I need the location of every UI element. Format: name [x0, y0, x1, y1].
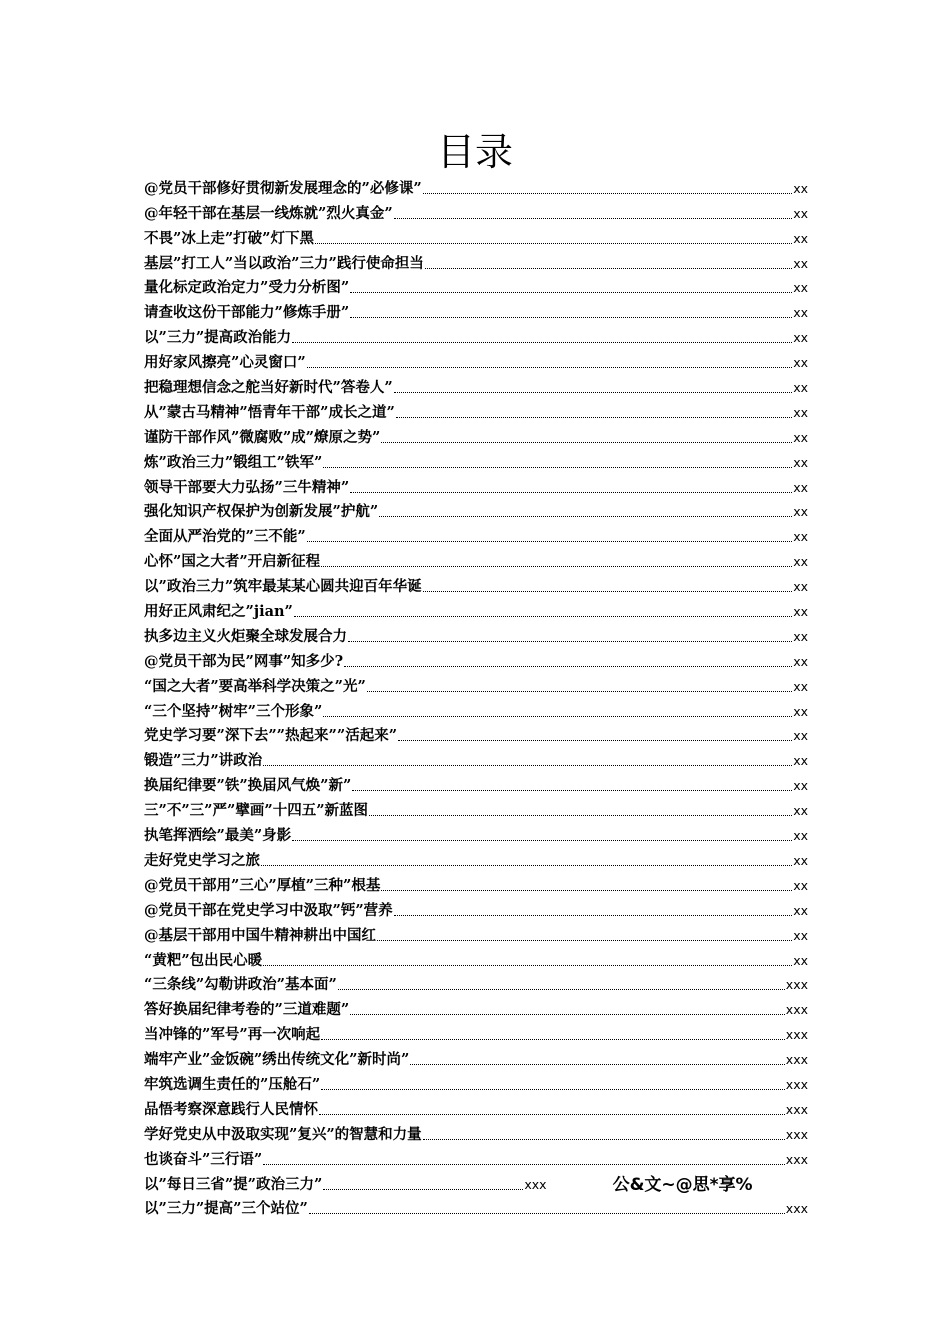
toc-entry-page: xx — [793, 902, 808, 918]
dot-leader — [423, 591, 793, 592]
toc-entry-page: xxx — [524, 1176, 547, 1192]
toc-entry-title: @基层干部用中国牛精神耕出中国红 — [144, 926, 376, 944]
toc-entry-page: xx — [793, 579, 808, 595]
toc-entry-title: @党员干部在党史学习中汲取”钙”营养 — [144, 901, 393, 919]
dot-leader — [423, 1139, 785, 1140]
toc-entry-title: 用好正风肃纪之”jian” — [144, 603, 293, 621]
toc-entry-page: xx — [793, 852, 808, 868]
toc-entry-page: xxx — [785, 1002, 808, 1018]
toc-entry[interactable] — [144, 1120, 808, 1145]
toc-entry-page: xxx — [785, 1027, 808, 1043]
toc-entry-page: xx — [793, 952, 808, 968]
dot-leader — [350, 292, 792, 293]
toc-entry-title: 强化知识产权保护为创新发展”护航” — [144, 503, 379, 521]
dot-leader — [396, 417, 792, 418]
dot-leader — [315, 243, 792, 244]
toc-entry-title: 把稳理想信念之舵当好新时代”答卷人” — [144, 379, 393, 397]
toc-entry[interactable] — [144, 697, 808, 722]
toc-entry-title: 也谈奋斗”三行语” — [144, 1150, 263, 1168]
toc-entry-page: xx — [793, 454, 808, 470]
toc-entry[interactable] — [144, 896, 808, 921]
toc-entry-page: xxx — [785, 1126, 808, 1142]
toc-entry[interactable] — [144, 1020, 808, 1045]
dot-leader — [294, 616, 792, 617]
toc-entry-title: “国之大者”要高举科学决策之”光” — [144, 677, 366, 695]
toc-entry[interactable] — [144, 597, 808, 622]
toc-entry[interactable] — [144, 498, 808, 523]
toc-entry-title: 以”三力”提高”三个站位” — [144, 1200, 308, 1218]
toc-entry-title: 请查收这份干部能力”修炼手册” — [144, 304, 350, 322]
dot-leader — [261, 865, 792, 866]
toc-entry[interactable] — [144, 995, 808, 1020]
toc-entry-page: xx — [793, 628, 808, 644]
toc-entry[interactable] — [144, 473, 808, 498]
toc-entry-title: 基层”打工人”当以政治”三力”践行使命担当 — [144, 254, 424, 272]
toc-entry-title: 走好党史学习之旅 — [144, 851, 260, 869]
toc-entry[interactable] — [144, 298, 808, 323]
table-of-contents — [144, 174, 808, 1219]
toc-entry-page: xx — [793, 529, 808, 545]
dot-leader — [321, 1039, 785, 1040]
dot-leader — [307, 367, 793, 368]
toc-entry[interactable] — [144, 547, 808, 572]
toc-entry-page: xx — [793, 230, 808, 246]
toc-entry-title: 不畏”冰上走”打破”灯下黑 — [144, 229, 315, 247]
dot-leader — [323, 716, 792, 717]
toc-entry-title: 执笔挥洒绘”最美”身影 — [144, 827, 292, 845]
dot-leader — [292, 342, 792, 343]
dot-leader — [344, 666, 792, 667]
toc-entry[interactable] — [144, 398, 808, 423]
toc-entry[interactable] — [144, 871, 808, 896]
toc-entry-page: xxx — [785, 977, 808, 993]
toc-entry-title: 谨防干部作风”微腐败”成”燎原之势” — [144, 428, 381, 446]
toc-entry-title: 心怀”国之大者”开启新征程 — [144, 553, 321, 571]
toc-entry[interactable] — [144, 647, 808, 672]
toc-entry[interactable] — [144, 423, 808, 448]
dot-leader — [321, 566, 792, 567]
toc-entry[interactable] — [144, 1145, 808, 1170]
watermark-text: 公&文~@思*享% — [612, 1174, 753, 1195]
toc-entry-title: 炼”政治三力”锻组工”铁军” — [144, 453, 323, 471]
toc-entry[interactable] — [144, 946, 808, 971]
toc-entry[interactable] — [144, 1070, 808, 1095]
toc-entry[interactable] — [144, 971, 808, 996]
dot-leader — [321, 1089, 785, 1090]
toc-entry-page: xx — [793, 404, 808, 420]
toc-entry[interactable] — [144, 572, 808, 597]
toc-entry-title: 量化标定政治定力”受力分析图” — [144, 279, 350, 297]
dot-leader — [323, 1189, 523, 1190]
toc-entry-title: 从”蒙古马精神”悟青年干部”成长之道” — [144, 403, 395, 421]
toc-entry[interactable] — [144, 348, 808, 373]
dot-leader — [394, 218, 793, 219]
toc-entry-title: 学好党史从中汲取实现”复兴”的智慧和力量 — [144, 1125, 422, 1143]
dot-leader — [350, 1014, 785, 1015]
dot-leader — [379, 516, 792, 517]
toc-entry-title: 牢筑选调生责任的”压舱石” — [144, 1075, 321, 1093]
toc-entry[interactable] — [144, 921, 808, 946]
toc-entry-page: xx — [793, 753, 808, 769]
toc-entry-page: xx — [793, 828, 808, 844]
dot-leader — [394, 392, 793, 393]
toc-entry[interactable] — [144, 1170, 808, 1195]
toc-entry-title: 执多边主义火炬聚全球发展合力 — [144, 627, 347, 645]
dot-leader — [323, 467, 792, 468]
toc-entry-page: xx — [793, 330, 808, 346]
toc-entry-page: xx — [793, 205, 808, 221]
toc-entry-page: xx — [793, 280, 808, 296]
toc-entry-page: xx — [793, 504, 808, 520]
dot-leader — [263, 1164, 785, 1165]
toc-entry-page: xx — [793, 180, 808, 196]
toc-entry[interactable] — [144, 796, 808, 821]
dot-leader — [369, 815, 792, 816]
toc-entry-page: xx — [793, 703, 808, 719]
toc-entry-page: xx — [793, 305, 808, 321]
toc-entry[interactable] — [144, 249, 808, 274]
toc-entry[interactable] — [144, 522, 808, 547]
toc-entry-title: @党员干部修好贯彻新发展理念的”必修课” — [144, 179, 422, 197]
toc-entry[interactable] — [144, 1045, 808, 1070]
toc-entry[interactable] — [144, 274, 808, 299]
toc-entry[interactable] — [144, 1195, 808, 1220]
dot-leader — [367, 691, 792, 692]
dot-leader — [381, 890, 792, 891]
toc-entry-title: “黄粑”包出民心暖 — [144, 951, 263, 969]
toc-entry-page: xxx — [785, 1052, 808, 1068]
toc-entry-page: xx — [793, 728, 808, 744]
toc-entry-page: xx — [793, 554, 808, 570]
dot-leader — [350, 492, 792, 493]
dot-leader — [309, 1213, 785, 1214]
toc-entry[interactable] — [144, 323, 808, 348]
dot-leader — [394, 915, 793, 916]
toc-entry-title: @党员干部为民”网事”知多少? — [144, 652, 344, 670]
toc-entry[interactable] — [144, 821, 808, 846]
toc-entry-page: xxx — [785, 1201, 808, 1217]
toc-entry-title: 品悟考察深意践行人民情怀 — [144, 1100, 318, 1118]
toc-entry-title: 领导干部要大力弘扬”三牛精神” — [144, 478, 350, 496]
toc-entry-title: 当冲锋的”军号”再一次响起 — [144, 1026, 321, 1044]
toc-entry-page: xx — [793, 803, 808, 819]
dot-leader — [410, 1064, 784, 1065]
toc-entry-title: 三”不”三”严”擘画”十四五”新蓝图 — [144, 802, 369, 820]
toc-entry-title: 党史学习要”深下去””热起来””活起来” — [144, 727, 398, 745]
toc-entry[interactable] — [144, 622, 808, 647]
toc-entry-page: xx — [793, 877, 808, 893]
toc-entry-page: xx — [793, 678, 808, 694]
dot-leader — [319, 1114, 785, 1115]
dot-leader — [377, 940, 792, 941]
toc-entry-page: xx — [793, 778, 808, 794]
toc-entry[interactable] — [144, 672, 808, 697]
toc-entry-title: 端牢产业”金饭碗”绣出传统文化”新时尚” — [144, 1051, 410, 1069]
dot-leader — [381, 442, 792, 443]
toc-entry-page: xx — [793, 479, 808, 495]
toc-entry-title: 全面从严治党的”三不能” — [144, 528, 306, 546]
toc-entry[interactable] — [144, 722, 808, 747]
toc-entry-page: xx — [793, 380, 808, 396]
toc-entry-title: 以”每日三省”提”政治三力” — [144, 1175, 323, 1193]
toc-entry-page: xxx — [785, 1101, 808, 1117]
toc-entry-title: 换届纪律要”铁”换届风气焕”新” — [144, 777, 352, 795]
dot-leader — [338, 989, 785, 990]
toc-entry-title: 锻造”三力”讲政治 — [144, 752, 263, 770]
toc-entry-title: @年轻干部在基层一线炼就”烈火真金” — [144, 204, 393, 222]
toc-entry-page: xx — [793, 604, 808, 620]
dot-leader — [425, 268, 792, 269]
toc-entry[interactable] — [144, 224, 808, 249]
toc-entry-title: 答好换届纪律考卷的”三道难题” — [144, 1001, 350, 1019]
toc-entry[interactable] — [144, 174, 808, 199]
dot-leader — [263, 965, 792, 966]
dot-leader — [263, 765, 792, 766]
toc-entry-title: 以”三力”提高政治能力 — [144, 329, 292, 347]
dot-leader — [352, 790, 792, 791]
toc-entry[interactable] — [144, 373, 808, 398]
toc-entry[interactable] — [144, 448, 808, 473]
toc-entry-page: xx — [793, 927, 808, 943]
toc-entry[interactable] — [144, 771, 808, 796]
dot-leader — [398, 740, 792, 741]
toc-entry-page: xxx — [785, 1076, 808, 1092]
toc-entry-page: xxx — [785, 1151, 808, 1167]
toc-entry-title: “三条线”勾勒讲政治”基本面” — [144, 976, 337, 994]
toc-entry-title: “三个坚持”树牢”三个形象” — [144, 702, 323, 720]
toc-entry-page: xx — [793, 355, 808, 371]
dot-leader — [307, 541, 793, 542]
dot-leader — [348, 641, 792, 642]
toc-entry-page: xx — [793, 255, 808, 271]
toc-title: 目录 — [436, 130, 513, 174]
toc-entry-page: xx — [793, 429, 808, 445]
toc-entry-title: 用好家风擦亮”心灵窗口” — [144, 354, 306, 372]
dot-leader — [423, 193, 793, 194]
toc-entry-title: @党员干部用”三心”厚植”三种”根基 — [144, 876, 381, 894]
toc-entry[interactable] — [144, 1095, 808, 1120]
dot-leader — [292, 840, 792, 841]
toc-entry[interactable] — [144, 746, 808, 771]
toc-entry-title: 以”政治三力”筑牢最某某心圆共迎百年华诞 — [144, 578, 422, 596]
toc-entry[interactable] — [144, 846, 808, 871]
toc-entry-page: xx — [793, 653, 808, 669]
toc-entry[interactable] — [144, 199, 808, 224]
dot-leader — [350, 317, 792, 318]
